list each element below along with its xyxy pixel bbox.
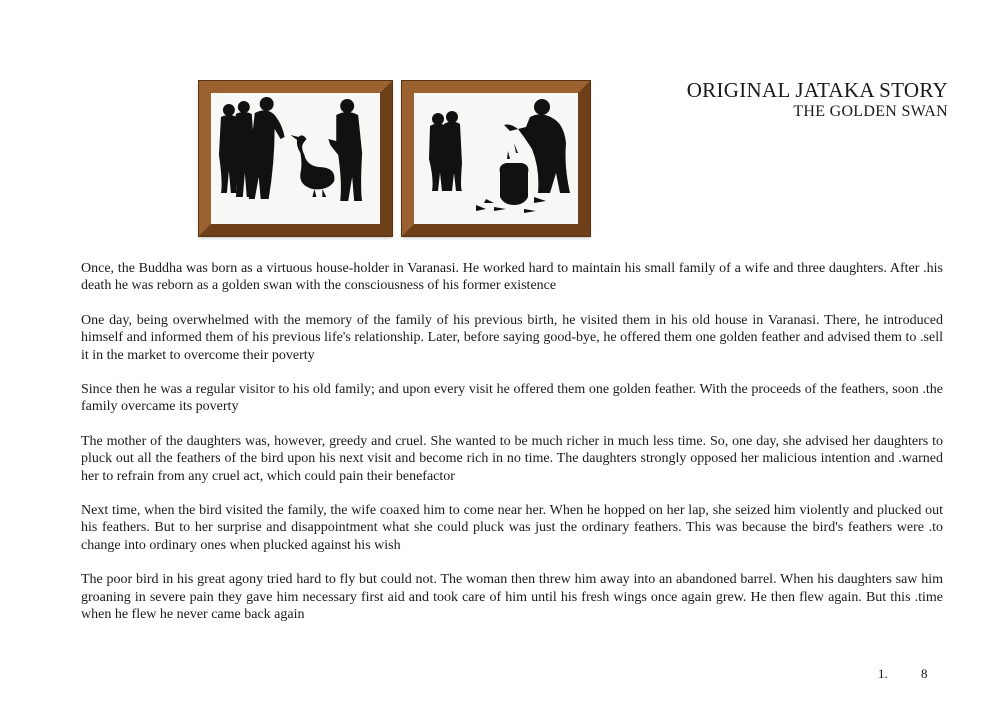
title-block — [687, 78, 948, 121]
illustration-frame-plucking — [402, 81, 590, 236]
paragraph-1: Once, the Buddha was born as a virtuous house-holder in Varanasi. He worked hard to maintain his small family of a wife and three daughters. After .his death he was reborn as a golden swan with the consciousness of his former existence — [81, 261, 943, 294]
paragraph-2: One day, being overwhelmed with the memory of the family of his previous birth, he visited them in his old house in Varanasi. There, he introduced himself and informed them of his previous life's relationship. Later, before saying good-bye, he offered them one golden feather and advised them to .sell it in the market to overcome their poverty — [81, 312, 943, 363]
illustration-frame-swan-family — [199, 81, 392, 236]
silhouette-plucking-feathers-image — [414, 93, 578, 224]
paragraph-4: The mother of the daughters was, however, greedy and cruel. She wanted to be much richer in much less time. So, one day, she advised her daughters to pluck out all the feathers of the bird upon his next visit and become rich in no time. The daughters strongly opposed her malicious intention and .warned her to refrain from any cruel act, which could pain their benefactor — [81, 433, 943, 484]
page-number: 8 — [921, 666, 928, 681]
paragraph-3: Since then he was a regular visitor to his old family; and upon every visit he offered them one golden feather. With the proceeds of the feathers, soon .the family overcame its poverty — [81, 382, 943, 415]
story-subtitle: THE GOLDEN SWAN — [793, 103, 948, 120]
silhouette-swan-family-image — [211, 93, 380, 224]
story-text — [81, 260, 943, 641]
paragraph-5: Next time, when the bird visited the family, the wife coaxed him to come near her. When he hopped on her lap, she seized him violently and plucked out his feathers. But to her surprise and disappointment what she could pluck was just the ordinary feathers. This was because the bird's feathers were .to change into ordinary ones when plucked against his wish — [81, 503, 943, 553]
section-number: 1. — [878, 666, 888, 681]
story-title: ORIGINAL JATAKA STORY — [686, 78, 948, 102]
paragraph-6: The poor bird in his great agony tried hard to fly but could not. The woman then threw him away into an abandoned barrel. When his daughters saw him groaning in severe pain they gave him necessary first aid and took care of him until his fresh wings once again grew. He then flew again. But this .time when he flew he never came back again — [81, 572, 943, 623]
